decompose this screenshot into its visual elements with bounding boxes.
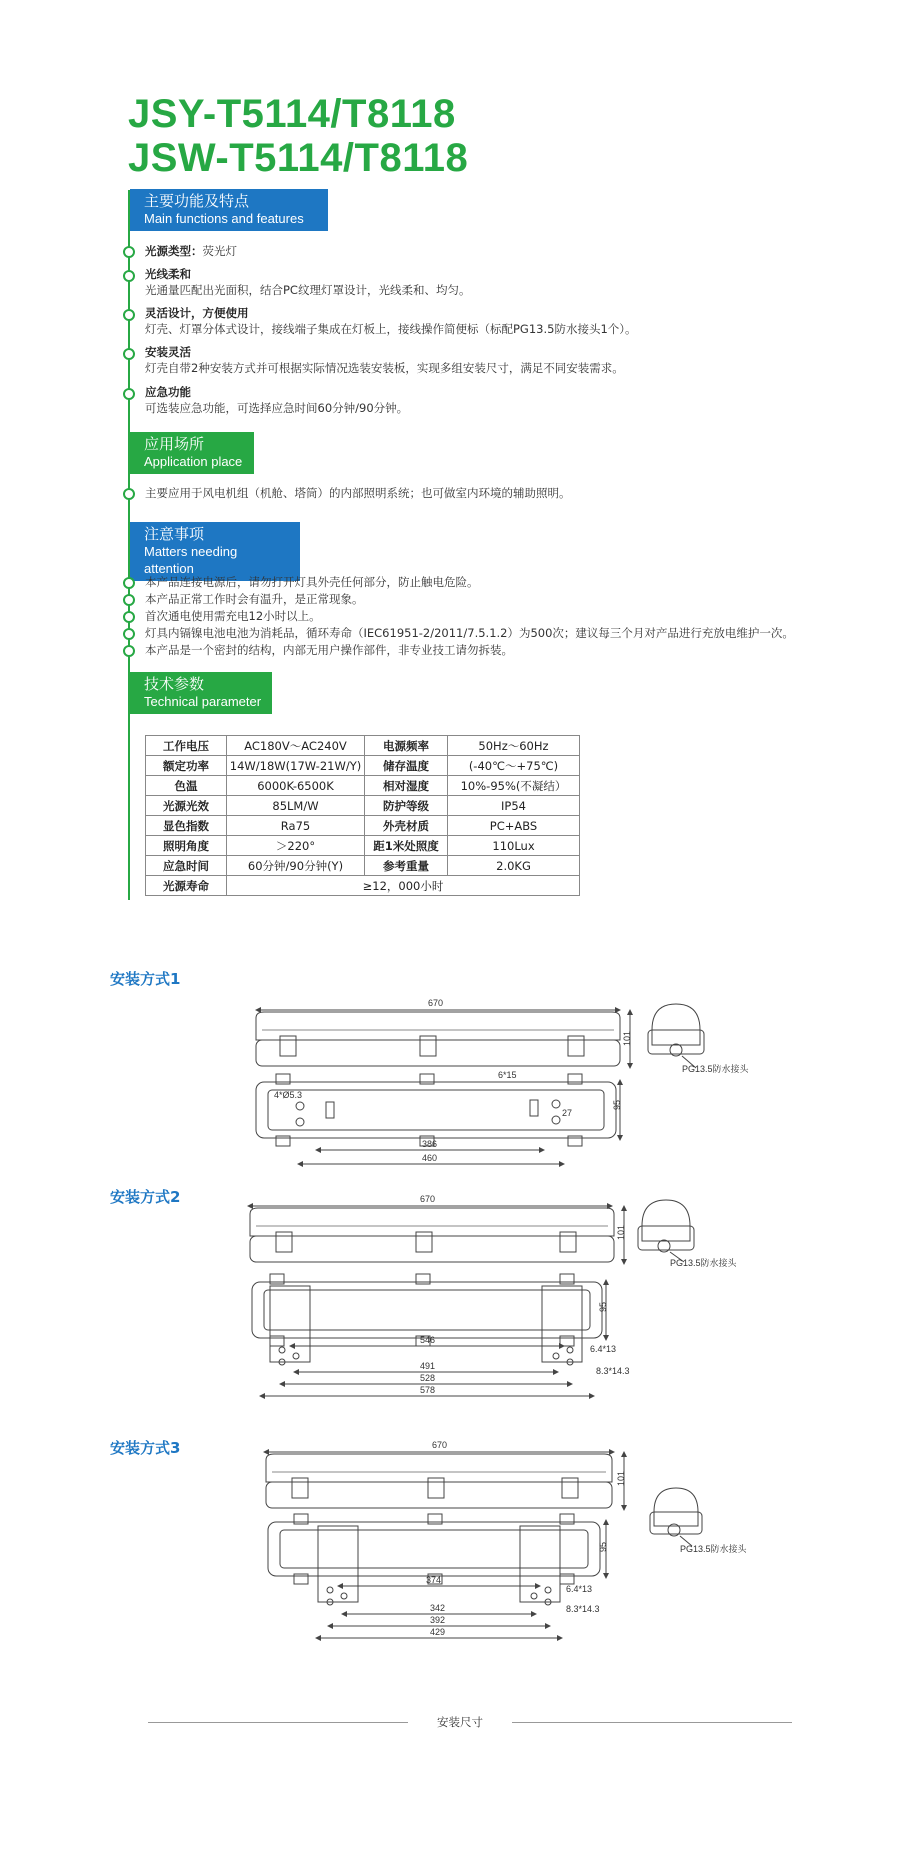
feature-item: 光线柔和 光通量匹配出光面积，结合PC纹理灯罩设计，光线柔和、均匀。 <box>145 267 471 297</box>
feature-item: 应急功能 可选装应急功能，可选择应急时间60分钟/90分钟。 <box>145 385 409 415</box>
dim-d3: 578 <box>420 1385 436 1395</box>
dim-length: 670 <box>420 1194 436 1204</box>
product-title-2: JSW-T5114/T8118 <box>128 136 469 180</box>
dim-slot: 6.4*13 <box>590 1344 617 1354</box>
table-row: 光源寿命 ≥12，000小时 <box>146 876 580 896</box>
section-title-cn: 注意事项 <box>144 525 205 543</box>
drawing-method-3 <box>266 1440 748 1638</box>
attention-item: 首次通电使用需充电12小时以上。 <box>145 609 321 623</box>
dim-d0: 374 <box>426 1575 442 1585</box>
dim-side: 95 <box>598 1541 608 1552</box>
table-row: 显色指数 Ra75 外壳材质 PC+ABS <box>146 816 580 836</box>
dim-d0: 546 <box>420 1335 436 1345</box>
table-row: 色温 6000K-6500K 相对湿度 10%-95%(不凝结） <box>146 776 580 796</box>
table-row: 额定功率 14W/18W(17W-21W/Y) 储存温度 (-40℃～+75℃) <box>146 756 580 776</box>
section-title-cn: 技术参数 <box>144 675 205 693</box>
application-text: 主要应用于风电机组（机舱、塔筒）的内部照明系统；也可做室内环境的辅助照明。 <box>145 486 571 500</box>
section-title-en: Application place <box>144 454 243 469</box>
feature-item: 灵活设计，方便使用 灯壳、灯罩分体式设计，接线端子集成在灯板上，接线操作简便标（标配PG13.5防水接头1个）。 <box>145 306 637 336</box>
dim-holes: 4*Ø5.3 <box>274 1090 303 1100</box>
connector-label: PG13.5防水接头 <box>680 1544 747 1554</box>
footer-line-left <box>148 1722 408 1723</box>
drawing-method-2 <box>250 1194 738 1396</box>
dim-d2: 460 <box>422 1153 438 1163</box>
footer-line-right <box>512 1722 792 1723</box>
section-title-cn: 主要功能及特点 <box>144 192 250 210</box>
footer-caption: 安装尺寸 <box>437 1715 483 1729</box>
section-title-en: Technical parameter <box>144 694 262 709</box>
dim-slot2: 8.3*14.3 <box>566 1604 600 1614</box>
dim-slot: 6.4*13 <box>566 1584 593 1594</box>
dim-d1: 342 <box>430 1603 446 1613</box>
connector-label: PG13.5防水接头 <box>682 1064 749 1074</box>
dim-d3: 429 <box>430 1627 446 1637</box>
product-title-1: JSY-T5114/T8118 <box>128 92 456 136</box>
attention-item: 本产品正常工作时会有温升，是正常现象。 <box>145 592 364 606</box>
dim-height: 101 <box>616 1224 626 1240</box>
dim-height: 101 <box>616 1470 626 1486</box>
dim-d1: 386 <box>422 1139 438 1149</box>
dim-length: 670 <box>432 1440 448 1450</box>
dim-slot: 6*15 <box>498 1070 517 1080</box>
section-title-en: Main functions and features <box>144 211 304 226</box>
table-row: 应急时间 60分钟/90分钟(Y) 参考重量 2.0KG <box>146 856 580 876</box>
dim-length: 670 <box>428 998 444 1008</box>
feature-item: 安装灵活 灯壳自带2种安装方式并可根据实际情况选装安装板，实现多组安装尺寸，满足不同安装需求。 <box>145 345 624 375</box>
feature-item: 光源类型：荧光灯 <box>145 244 237 258</box>
dim-d2: 392 <box>430 1615 446 1625</box>
section-title-cn: 应用场所 <box>144 435 205 453</box>
table-row: 工作电压 AC180V～AC240V 电源频率 50Hz～60Hz <box>146 736 580 756</box>
section-title-en: Matters needing attention <box>144 544 238 576</box>
dim-d1: 491 <box>420 1361 436 1371</box>
dim-side: 95 <box>598 1301 608 1312</box>
connector-label: PG13.5防水接头 <box>670 1258 737 1268</box>
install-method-3-label: 安装方式3 <box>110 1439 181 1457</box>
dim-height: 101 <box>622 1030 632 1046</box>
attention-item: 本产品是一个密封的结构，内部无用户操作部件，非专业技工请勿拆装。 <box>145 643 513 657</box>
dim-side: 95 <box>612 1099 622 1110</box>
dim-d2: 528 <box>420 1373 436 1383</box>
table-row: 光源光效 85LM/W 防护等级 IP54 <box>146 796 580 816</box>
install-method-2-label: 安装方式2 <box>110 1188 181 1206</box>
attention-item: 本产品连接电源后，请勿打开灯具外壳任何部分，防止触电危险。 <box>145 575 479 589</box>
dim-slot2: 8.3*14.3 <box>596 1366 630 1376</box>
table-row: 照明角度 ＞220° 距1米处照度 110Lux <box>146 836 580 856</box>
drawing-method-1 <box>256 998 750 1164</box>
attention-item: 灯具内镉镍电池电池为消耗品，循环寿命（IEC61951-2/2011/7.5.1.2）为500次；建议每三个月对产品进行充放电维护一次。 <box>145 626 794 640</box>
install-method-1-label: 安装方式1 <box>110 970 181 988</box>
dim-inner: 27 <box>562 1108 573 1118</box>
